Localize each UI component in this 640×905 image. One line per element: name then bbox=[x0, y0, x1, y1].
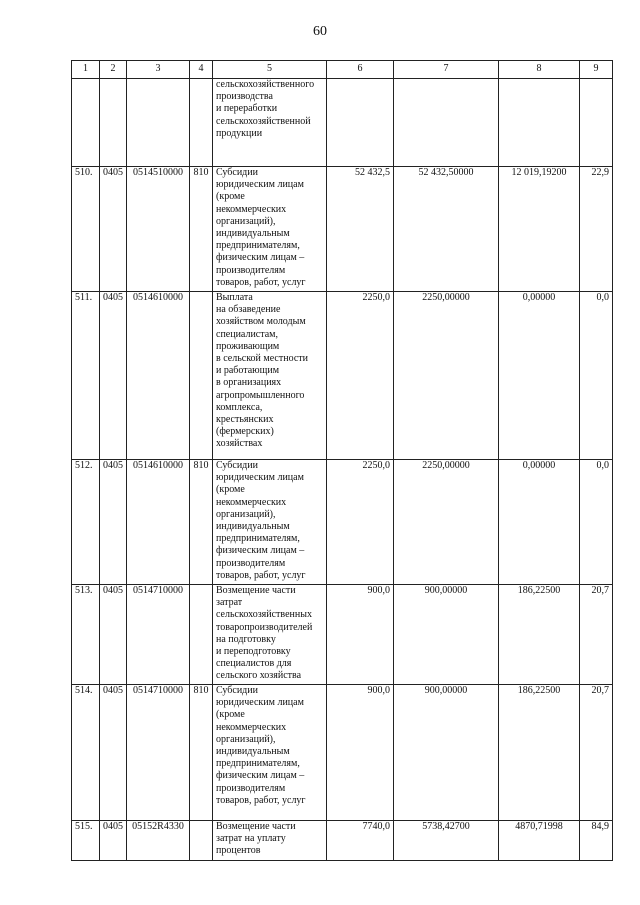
column-header: 3 bbox=[127, 61, 190, 79]
article-code: 0514710000 bbox=[133, 585, 183, 596]
page-number: 60 bbox=[313, 24, 327, 39]
item-name: Субсидии юридическим лицам (кроме некоммерческих организаций), индивидуальным предпринимателям, физическим лицам – производителям товаров, работ, услуг bbox=[216, 685, 306, 806]
row-number: 512. bbox=[75, 460, 93, 471]
article-code-cell bbox=[127, 460, 190, 585]
execution-percent: 0,0 bbox=[596, 460, 609, 471]
section-code-cell bbox=[100, 460, 127, 585]
table-row bbox=[72, 821, 613, 861]
refined-plan-amount: 2250,00000 bbox=[422, 460, 470, 471]
item-name: Возмещение части затрат сельскохозяйственных товаропроизводителей на подготовку и переподготовку специалистов для сельского хозяйства bbox=[216, 585, 313, 682]
executed-amount: 0,00000 bbox=[522, 292, 556, 303]
section-code-cell bbox=[100, 167, 127, 292]
expense-type-code-cell bbox=[190, 460, 213, 585]
plan-amount-cell bbox=[327, 460, 394, 585]
executed-amount-cell bbox=[499, 167, 580, 292]
article-code-cell bbox=[127, 685, 190, 821]
plan-amount-cell bbox=[327, 685, 394, 821]
item-name: Возмещение части затрат на уплату процентов bbox=[216, 821, 296, 857]
row-number-cell bbox=[72, 167, 100, 292]
article-code: 05152R4330 bbox=[132, 821, 184, 832]
execution-percent-cell bbox=[580, 460, 613, 585]
expense-type-code: 810 bbox=[193, 685, 209, 696]
continuation-row bbox=[72, 79, 613, 167]
item-name-cell bbox=[213, 585, 327, 685]
executed-amount: 4870,71998 bbox=[515, 821, 563, 832]
article-code-cell bbox=[127, 167, 190, 292]
expense-type-code: 810 bbox=[193, 460, 209, 471]
executed-amount-cell bbox=[499, 585, 580, 685]
executed-amount: 186,22500 bbox=[517, 585, 561, 596]
plan-amount: 2250,0 bbox=[362, 460, 390, 471]
empty-cell bbox=[327, 79, 394, 167]
refined-plan-amount: 5738,42700 bbox=[422, 821, 470, 832]
header-row bbox=[72, 61, 613, 79]
budget-table bbox=[71, 60, 613, 861]
column-header: 7 bbox=[394, 61, 499, 79]
expense-type-code: 810 bbox=[193, 167, 209, 178]
section-code: 0405 bbox=[103, 685, 123, 696]
empty-cell bbox=[499, 79, 580, 167]
plan-amount: 2250,0 bbox=[362, 292, 390, 303]
row-number: 514. bbox=[75, 685, 93, 696]
table-row bbox=[72, 585, 613, 685]
article-code: 0514510000 bbox=[133, 167, 183, 178]
section-code-cell bbox=[100, 821, 127, 861]
article-code-cell bbox=[127, 292, 190, 460]
column-header: 1 bbox=[72, 61, 100, 79]
row-number: 510. bbox=[75, 167, 93, 178]
refined-plan-amount: 900,00000 bbox=[424, 585, 468, 596]
item-name: Субсидии юридическим лицам (кроме некоммерческих организаций), индивидуальным предпринимателям, физическим лицам – производителям товаров, работ, услуг bbox=[216, 460, 306, 581]
plan-amount-cell bbox=[327, 821, 394, 861]
expense-type-code-cell bbox=[190, 585, 213, 685]
execution-percent: 0,0 bbox=[596, 292, 609, 303]
execution-percent: 20,7 bbox=[591, 685, 609, 696]
column-header: 9 bbox=[580, 61, 613, 79]
item-name: сельскохозяйственного производства и переработки сельскохозяйственной продукции bbox=[216, 79, 315, 139]
execution-percent-cell bbox=[580, 821, 613, 861]
row-number-cell bbox=[72, 292, 100, 460]
table-row bbox=[72, 460, 613, 585]
expense-type-code-cell bbox=[190, 292, 213, 460]
table-row bbox=[72, 292, 613, 460]
article-code: 0514610000 bbox=[133, 460, 183, 471]
item-name-cell bbox=[213, 685, 327, 821]
empty-cell bbox=[127, 79, 190, 167]
section-code: 0405 bbox=[103, 585, 123, 596]
refined-plan-amount: 900,00000 bbox=[424, 685, 468, 696]
empty-cell bbox=[190, 79, 213, 167]
column-header: 8 bbox=[499, 61, 580, 79]
article-code: 0514710000 bbox=[133, 685, 183, 696]
item-name: Выплата на обзаведение хозяйством молодым специалистам, проживающим в сельской местности и работающим в организациях агропромышленного комплекса, крестьянских (фермерских) хозяйствах bbox=[216, 292, 308, 450]
execution-percent-cell bbox=[580, 585, 613, 685]
refined-plan-amount-cell bbox=[394, 167, 499, 292]
refined-plan-amount-cell bbox=[394, 821, 499, 861]
section-code: 0405 bbox=[103, 167, 123, 178]
column-header: 6 bbox=[327, 61, 394, 79]
item-name: Субсидии юридическим лицам (кроме некоммерческих организаций), индивидуальным предпринимателям, физическим лицам – производителям товаров, работ, услуг bbox=[216, 167, 306, 288]
expense-type-code-cell bbox=[190, 821, 213, 861]
plan-amount-cell bbox=[327, 292, 394, 460]
row-number-cell bbox=[72, 460, 100, 585]
row-number: 511. bbox=[75, 292, 93, 303]
item-name-cell bbox=[213, 460, 327, 585]
executed-amount: 12 019,19200 bbox=[511, 167, 567, 178]
item-name-cell bbox=[213, 821, 327, 861]
plan-amount: 7740,0 bbox=[362, 821, 390, 832]
plan-amount: 900,0 bbox=[367, 585, 390, 596]
execution-percent-cell bbox=[580, 167, 613, 292]
refined-plan-amount-cell bbox=[394, 685, 499, 821]
plan-amount: 52 432,5 bbox=[355, 167, 390, 178]
section-code-cell bbox=[100, 292, 127, 460]
refined-plan-amount-cell bbox=[394, 585, 499, 685]
column-header: 4 bbox=[190, 61, 213, 79]
empty-cell bbox=[100, 79, 127, 167]
table-row bbox=[72, 167, 613, 292]
refined-plan-amount-cell bbox=[394, 292, 499, 460]
empty-cell bbox=[580, 79, 613, 167]
column-header: 5 bbox=[213, 61, 327, 79]
item-name-cell bbox=[213, 79, 327, 167]
executed-amount-cell bbox=[499, 821, 580, 861]
row-number-cell bbox=[72, 821, 100, 861]
refined-plan-amount: 2250,00000 bbox=[422, 292, 470, 303]
column-header: 2 bbox=[100, 61, 127, 79]
executed-amount-cell bbox=[499, 292, 580, 460]
plan-amount-cell bbox=[327, 585, 394, 685]
section-code: 0405 bbox=[103, 821, 123, 832]
execution-percent: 22,9 bbox=[591, 167, 609, 178]
executed-amount: 0,00000 bbox=[522, 460, 556, 471]
row-number: 515. bbox=[75, 821, 93, 832]
expense-type-code-cell bbox=[190, 685, 213, 821]
table-row bbox=[72, 685, 613, 821]
item-name-cell bbox=[213, 292, 327, 460]
plan-amount-cell bbox=[327, 167, 394, 292]
row-number: 513. bbox=[75, 585, 93, 596]
refined-plan-amount-cell bbox=[394, 460, 499, 585]
executed-amount-cell bbox=[499, 685, 580, 821]
executed-amount: 186,22500 bbox=[517, 685, 561, 696]
row-number-cell bbox=[72, 685, 100, 821]
section-code-cell bbox=[100, 585, 127, 685]
execution-percent: 84,9 bbox=[591, 821, 609, 832]
article-code: 0514610000 bbox=[133, 292, 183, 303]
empty-cell bbox=[72, 79, 100, 167]
execution-percent-cell bbox=[580, 292, 613, 460]
refined-plan-amount: 52 432,50000 bbox=[418, 167, 474, 178]
execution-percent: 20,7 bbox=[591, 585, 609, 596]
execution-percent-cell bbox=[580, 685, 613, 821]
article-code-cell bbox=[127, 585, 190, 685]
empty-cell bbox=[394, 79, 499, 167]
section-code-cell bbox=[100, 685, 127, 821]
row-number-cell bbox=[72, 585, 100, 685]
section-code: 0405 bbox=[103, 292, 123, 303]
item-name-cell bbox=[213, 167, 327, 292]
expense-type-code-cell bbox=[190, 167, 213, 292]
executed-amount-cell bbox=[499, 460, 580, 585]
plan-amount: 900,0 bbox=[367, 685, 390, 696]
article-code-cell bbox=[127, 821, 190, 861]
section-code: 0405 bbox=[103, 460, 123, 471]
